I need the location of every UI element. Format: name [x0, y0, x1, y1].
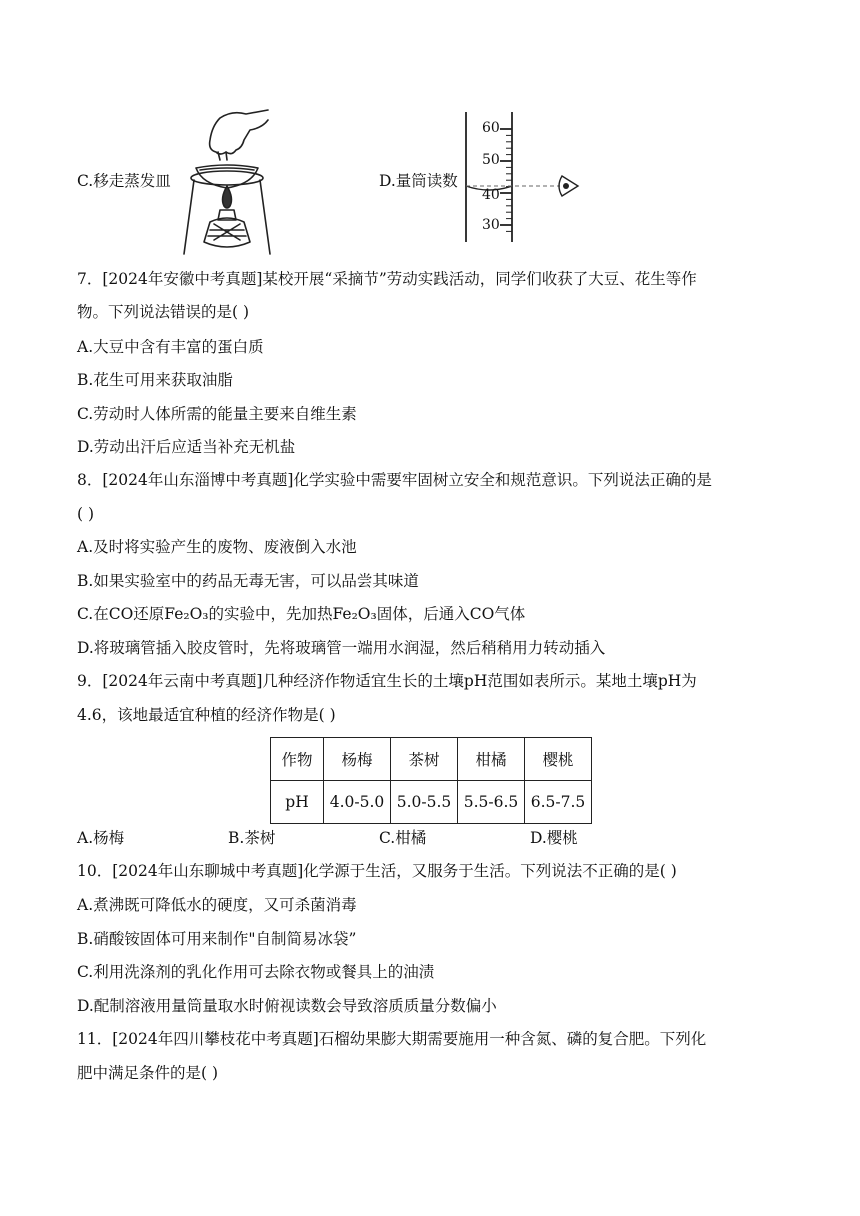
q7-stem-line1: 7．[2024年安徽中考真题]某校开展“采摘节”劳动实践活动，同学们收获了大豆、花生等作	[77, 270, 697, 288]
table-cell: 作物	[271, 738, 324, 781]
graduated-cylinder-figure	[460, 110, 590, 245]
q10-stem-line1: 10．[2024年山东聊城中考真题]化学源于生活，又服务于生活。下列说法不正确的是( )	[77, 862, 677, 880]
q10-option-c: C.利用洗涤剂的乳化作用可去除衣物或餐具上的油渍	[77, 963, 435, 981]
q10-option-b: B.硝酸铵固体可用来制作"自制简易冰袋”	[77, 930, 357, 948]
table-cell: 杨梅	[324, 738, 391, 781]
q7-stem-line2: 物。下列说法错误的是( )	[77, 303, 250, 321]
q9-option-b: B.茶树	[228, 829, 276, 847]
table-cell: 6.5-7.5	[525, 781, 592, 824]
q11-stem-line1: 11．[2024年四川攀枝花中考真题]石榴幼果膨大期需要施用一种含氮、磷的复合肥。下列化	[77, 1030, 707, 1048]
cylinder-tick-60: 60	[482, 120, 500, 136]
table-cell: 茶树	[391, 738, 458, 781]
option-c-label: C.移走蒸发皿	[77, 172, 171, 190]
evaporating-dish-figure	[180, 102, 275, 256]
q7-option-b: B.花生可用来获取油脂	[77, 371, 233, 389]
cylinder-tick-40: 40	[482, 187, 500, 203]
q9-option-c: C.柑橘	[379, 829, 427, 847]
table-cell: 5.0-5.5	[391, 781, 458, 824]
q9-stem-line1: 9．[2024年云南中考真题]几种经济作物适宜生长的土壤pH范围如表所示。某地土壤pH为	[77, 672, 697, 690]
q8-stem-line1: 8．[2024年山东淄博中考真题]化学实验中需要牢固树立安全和规范意识。下列说法正确的是	[77, 471, 712, 489]
q10-option-a: A.煮沸既可降低水的硬度，又可杀菌消毒	[77, 896, 357, 914]
q9-option-a: A.杨梅	[77, 829, 125, 847]
hand-removing-dish-icon	[180, 102, 275, 256]
q7-option-c: C.劳动时人体所需的能量主要来自维生素	[77, 405, 357, 423]
table-cell: pH	[271, 781, 324, 824]
q8-option-b: B.如果实验室中的药品无毒无害，可以品尝其味道	[77, 572, 419, 590]
table-row	[271, 738, 592, 781]
cylinder-tick-30: 30	[482, 217, 500, 233]
graduated-cylinder-icon	[460, 110, 590, 245]
q8-option-d: D.将玻璃管插入胶皮管时，先将玻璃管一端用水润湿，然后稍稍用力转动插入	[77, 639, 606, 657]
q9-option-d: D.樱桃	[530, 829, 578, 847]
table-cell: 樱桃	[525, 738, 592, 781]
q7-option-a: A.大豆中含有丰富的蛋白质	[77, 338, 264, 356]
table-row	[271, 781, 592, 824]
q11-stem-line2: 肥中满足条件的是( )	[77, 1064, 219, 1082]
option-d-label: D.量筒读数	[379, 172, 458, 190]
table-cell: 5.5-6.5	[458, 781, 525, 824]
table-cell: 柑橘	[458, 738, 525, 781]
q8-option-a: A.及时将实验产生的废物、废液倒入水池	[77, 538, 357, 556]
ph-range-table	[270, 737, 592, 824]
q7-option-d: D.劳动出汗后应适当补充无机盐	[77, 438, 296, 456]
q8-stem-line2: ( )	[77, 505, 95, 523]
cylinder-tick-50: 50	[482, 152, 500, 168]
q9-stem-line2: 4.6，该地最适宜种植的经济作物是( )	[77, 706, 336, 724]
q10-option-d: D.配制溶液用量筒量取水时俯视读数会导致溶质质量分数偏小	[77, 997, 497, 1015]
table-cell: 4.0-5.0	[324, 781, 391, 824]
q8-option-c: C.在CO还原Fe₂O₃的实验中，先加热Fe₂O₃固体，后通入CO气体	[77, 605, 526, 623]
